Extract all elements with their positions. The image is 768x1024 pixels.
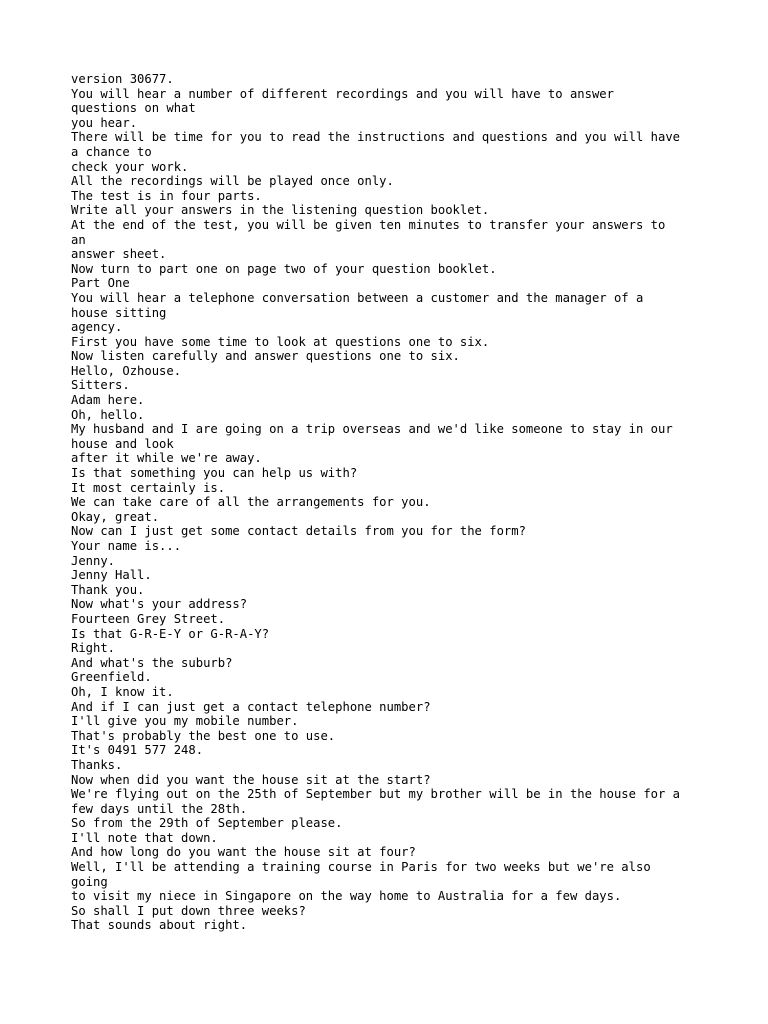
transcript-line: version 30677. (71, 72, 174, 86)
transcript-line: you hear. (71, 115, 138, 130)
transcript-line: Fourteen Grey Street. (71, 611, 226, 626)
transcript-line: Is that something you can help us with? (71, 466, 358, 481)
transcript-line: My husband and I are going on a trip overseas and we'd like someone to stay in our (71, 422, 673, 437)
transcript-line: That's probably the best one to use. (71, 728, 336, 743)
transcript-line: I'll give you my mobile number. (71, 714, 299, 729)
transcript-line: questions on what (71, 101, 196, 116)
transcript-line: It's 0491 577 248. (71, 743, 204, 758)
transcript-line: You will hear a number of different recordings and you will have to answer (71, 86, 614, 101)
transcript-line: Right. (71, 641, 116, 656)
section-heading: Part One (71, 276, 130, 291)
transcript-line: First you have some time to look at questions one to six. (71, 334, 490, 349)
transcript-line: That sounds about right. (71, 918, 248, 933)
transcript-line: There will be time for you to read the instructions and questions and you will have (71, 130, 681, 145)
transcript-line: to visit my niece in Singapore on the way home to Australia for a few days. (71, 889, 622, 904)
transcript-line: an (71, 232, 86, 247)
transcript-line: All the recordings will be played once only. (71, 174, 394, 189)
transcript-line: Hello, Ozhouse. (71, 363, 182, 378)
transcript-line: Your name is... (71, 539, 182, 553)
transcript-line: Okay, great. (71, 509, 160, 524)
transcript-line: answer sheet. (71, 247, 167, 262)
transcript-line: a chance to (71, 144, 152, 159)
transcript-line: Thanks. (71, 757, 123, 772)
transcript-line: And how long do you want the house sit at four? (71, 845, 416, 860)
transcript-line: house and look (71, 436, 174, 451)
transcript-line: going (71, 874, 108, 889)
transcript-line: Now when did you want the house sit at the start? (71, 772, 431, 787)
transcript-line: It most certainly is. (71, 480, 226, 495)
transcript-line: Now what's your address? (71, 597, 248, 612)
transcript-line: Jenny. (71, 553, 116, 568)
transcript-line: Adam here. (71, 393, 145, 408)
transcript-line: And if I can just get a contact telephone number? (71, 699, 431, 714)
transcript-line: Greenfield. (71, 670, 152, 685)
transcript-line: few days until the 28th. (71, 801, 248, 816)
transcript-line: Write all your answers in the listening question booklet. (71, 203, 490, 218)
transcript-line: So shall I put down three weeks? (71, 903, 306, 918)
transcript-line: Is that G-R-E-Y or G-R-A-Y? (71, 626, 270, 641)
transcript-line: Jenny Hall. (71, 568, 152, 583)
transcript-line: Now can I just get some contact details from you for the form? (71, 524, 526, 539)
transcript-line: house sitting (71, 305, 167, 320)
transcript-line: Thank you. (71, 582, 145, 597)
transcript-line: I'll note that down. (71, 830, 218, 845)
transcript-line: The test is in four parts. (71, 188, 262, 203)
transcript-line: after it while we're away. (71, 451, 262, 466)
transcript-line: Sitters. (71, 378, 130, 393)
transcript-line: We're flying out on the 25th of September but my brother will be in the house for a (71, 787, 681, 802)
transcript-line: Well, I'll be attending a training course in Paris for two weeks but we're also (71, 860, 651, 875)
transcript-line: You will hear a telephone conversation between a customer and the manager of a (71, 290, 644, 305)
transcript-line: So from the 29th of September please. (71, 816, 343, 831)
transcript-line: At the end of the test, you will be given ten minutes to transfer your answers to (71, 217, 666, 232)
transcript-line: check your work. (71, 159, 189, 174)
transcript-line: agency. (71, 320, 123, 335)
transcript-page (71, 72, 711, 933)
transcript-line: We can take care of all the arrangements for you. (71, 495, 431, 510)
transcript-line: Now listen carefully and answer questions one to six. (71, 349, 460, 364)
transcript-line: Oh, I know it. (71, 684, 174, 699)
transcript-line: And what's the suburb? (71, 655, 233, 670)
transcript-line: Oh, hello. (71, 407, 145, 422)
transcript-line: Now turn to part one on page two of your question booklet. (71, 261, 497, 276)
